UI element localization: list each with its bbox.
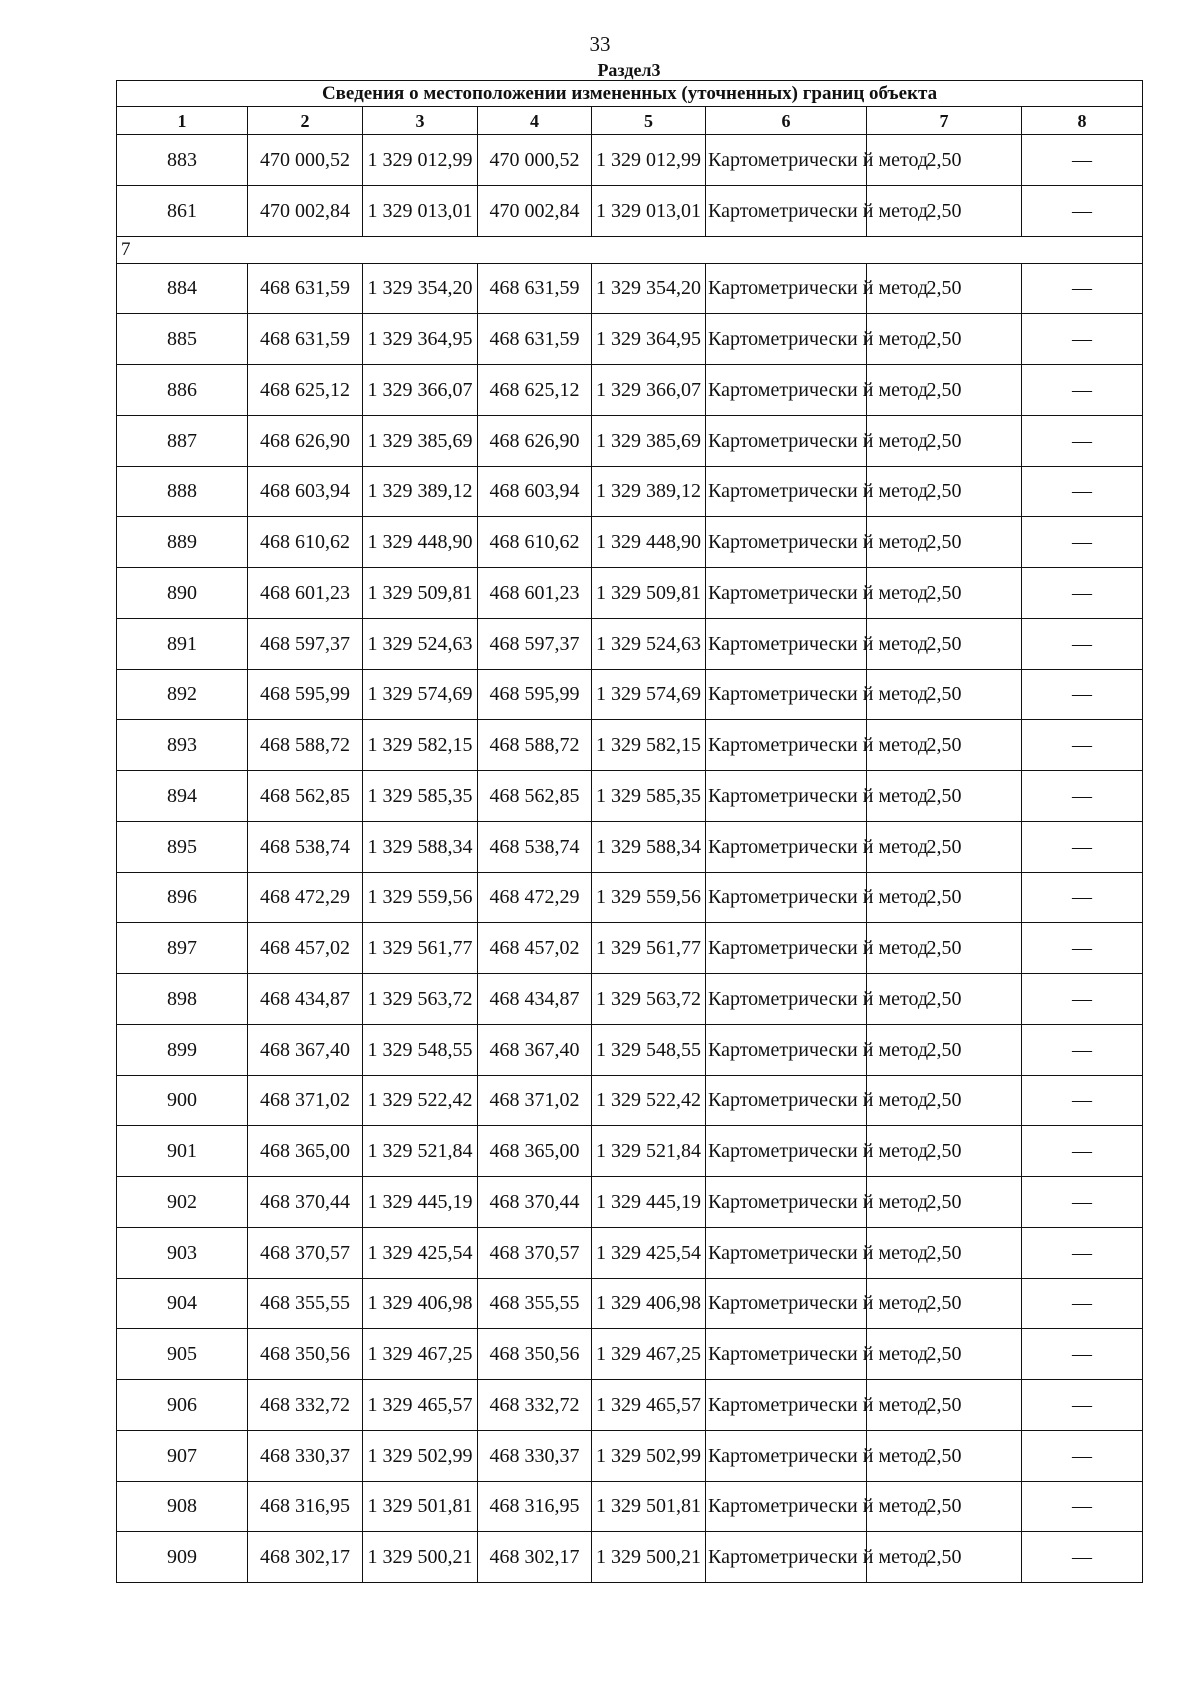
cell-y-existing: 1 329 406,98 [363,1278,478,1329]
table-title: Сведения о местоположении измененных (уточненных) границ объекта [117,81,1143,107]
cell-point-id: 902 [117,1177,248,1228]
cell-x-existing: 470 002,84 [248,185,363,236]
table-row [117,618,1143,669]
column-number-3: 3 [363,107,478,135]
cell-y-refined: 1 329 585,35 [592,771,706,822]
cell-x-refined: 468 367,40 [478,1024,592,1075]
table-row [117,415,1143,466]
cell-point-description: — [1022,1126,1143,1177]
cell-point-id: 893 [117,720,248,771]
cell-point-id: 883 [117,135,248,186]
cell-y-refined: 1 329 385,69 [592,415,706,466]
cell-y-refined: 1 329 582,15 [592,720,706,771]
cell-method: Картометрически й метод [706,872,867,923]
table-row [117,1481,1143,1532]
cell-x-refined: 468 562,85 [478,771,592,822]
cell-y-refined: 1 329 448,90 [592,517,706,568]
cell-point-id: 892 [117,669,248,720]
cell-y-existing: 1 329 548,55 [363,1024,478,1075]
cell-y-refined: 1 329 467,25 [592,1329,706,1380]
cell-point-description: — [1022,1532,1143,1583]
group-label-row [117,236,1143,263]
cell-x-refined: 468 350,56 [478,1329,592,1380]
cell-point-id: 907 [117,1430,248,1481]
table-row [117,771,1143,822]
cell-x-refined: 468 603,94 [478,466,592,517]
cell-method: Картометрически й метод [706,1380,867,1431]
cell-y-refined: 1 329 364,95 [592,314,706,365]
cell-point-description: — [1022,1075,1143,1126]
cell-y-refined: 1 329 524,63 [592,618,706,669]
cell-x-existing: 468 626,90 [248,415,363,466]
cell-accuracy: 2,50 [867,1177,1022,1228]
cell-accuracy: 2,50 [867,1329,1022,1380]
cell-point-description: — [1022,1177,1143,1228]
cell-point-id: 898 [117,974,248,1025]
cell-y-existing: 1 329 465,57 [363,1380,478,1431]
cell-accuracy: 2,50 [867,923,1022,974]
cell-method: Картометрически й метод [706,1430,867,1481]
cell-accuracy: 2,50 [867,1227,1022,1278]
cell-method: Картометрически й метод [706,669,867,720]
cell-x-existing: 468 597,37 [248,618,363,669]
cell-y-existing: 1 329 582,15 [363,720,478,771]
cell-x-refined: 468 302,17 [478,1532,592,1583]
cell-y-refined: 1 329 548,55 [592,1024,706,1075]
cell-x-refined: 468 370,44 [478,1177,592,1228]
cell-accuracy: 2,50 [867,466,1022,517]
cell-x-existing: 468 603,94 [248,466,363,517]
cell-accuracy: 2,50 [867,1278,1022,1329]
cell-accuracy: 2,50 [867,618,1022,669]
cell-point-description: — [1022,568,1143,619]
cell-accuracy: 2,50 [867,314,1022,365]
cell-point-description: — [1022,365,1143,416]
cell-method: Картометрически й метод [706,618,867,669]
cell-method: Картометрически й метод [706,1075,867,1126]
cell-x-refined: 468 355,55 [478,1278,592,1329]
cell-y-existing: 1 329 448,90 [363,517,478,568]
cell-x-refined: 468 538,74 [478,821,592,872]
cell-accuracy: 2,50 [867,669,1022,720]
cell-x-refined: 468 588,72 [478,720,592,771]
cell-point-id: 884 [117,263,248,314]
cell-method: Картометрически й метод [706,974,867,1025]
cell-point-description: — [1022,821,1143,872]
cell-point-id: 890 [117,568,248,619]
cell-x-existing: 468 610,62 [248,517,363,568]
cell-y-refined: 1 329 445,19 [592,1177,706,1228]
column-number-row [117,107,1143,135]
cell-y-existing: 1 329 559,56 [363,872,478,923]
cell-method: Картометрически й метод [706,1278,867,1329]
cell-accuracy: 2,50 [867,1075,1022,1126]
cell-point-id: 905 [117,1329,248,1380]
cell-y-existing: 1 329 445,19 [363,1177,478,1228]
cell-method: Картометрически й метод [706,568,867,619]
column-number-8: 8 [1022,107,1143,135]
table-row [117,568,1143,619]
table-row [117,365,1143,416]
cell-y-existing: 1 329 585,35 [363,771,478,822]
cell-method: Картометрически й метод [706,517,867,568]
cell-x-refined: 468 626,90 [478,415,592,466]
table-row [117,185,1143,236]
cell-method: Картометрически й метод [706,720,867,771]
column-number-2: 2 [248,107,363,135]
cell-y-refined: 1 329 465,57 [592,1380,706,1431]
cell-method: Картометрически й метод [706,1329,867,1380]
cell-x-refined: 468 370,57 [478,1227,592,1278]
cell-y-refined: 1 329 500,21 [592,1532,706,1583]
cell-accuracy: 2,50 [867,568,1022,619]
cell-point-id: 904 [117,1278,248,1329]
cell-point-description: — [1022,1430,1143,1481]
cell-point-id: 895 [117,821,248,872]
cell-point-id: 908 [117,1481,248,1532]
cell-accuracy: 2,50 [867,135,1022,186]
cell-accuracy: 2,50 [867,821,1022,872]
cell-y-refined: 1 329 501,81 [592,1481,706,1532]
cell-accuracy: 2,50 [867,720,1022,771]
cell-method: Картометрически й метод [706,314,867,365]
cell-x-refined: 468 457,02 [478,923,592,974]
cell-x-existing: 468 457,02 [248,923,363,974]
cell-x-existing: 468 601,23 [248,568,363,619]
cell-x-existing: 468 538,74 [248,821,363,872]
cell-x-existing: 470 000,52 [248,135,363,186]
table-row [117,314,1143,365]
table-row [117,669,1143,720]
table-row [117,517,1143,568]
cell-method: Картометрически й метод [706,1227,867,1278]
cell-x-existing: 468 472,29 [248,872,363,923]
cell-y-refined: 1 329 389,12 [592,466,706,517]
cell-point-id: 896 [117,872,248,923]
cell-point-description: — [1022,618,1143,669]
cell-x-refined: 470 002,84 [478,185,592,236]
cell-x-existing: 468 350,56 [248,1329,363,1380]
cell-point-id: 861 [117,185,248,236]
cell-x-existing: 468 371,02 [248,1075,363,1126]
cell-x-refined: 470 000,52 [478,135,592,186]
table-row [117,1532,1143,1583]
boundary-coordinates-table [116,80,1143,1583]
cell-y-refined: 1 329 588,34 [592,821,706,872]
cell-accuracy: 2,50 [867,872,1022,923]
table-row [117,1329,1143,1380]
cell-y-existing: 1 329 425,54 [363,1227,478,1278]
column-number-6: 6 [706,107,867,135]
cell-x-existing: 468 434,87 [248,974,363,1025]
cell-x-refined: 468 601,23 [478,568,592,619]
table-title-row [117,81,1143,107]
column-number-5: 5 [592,107,706,135]
cell-y-existing: 1 329 501,81 [363,1481,478,1532]
cell-point-description: — [1022,720,1143,771]
cell-method: Картометрически й метод [706,415,867,466]
cell-y-existing: 1 329 364,95 [363,314,478,365]
cell-point-description: — [1022,1278,1143,1329]
cell-accuracy: 2,50 [867,1380,1022,1431]
cell-x-refined: 468 332,72 [478,1380,592,1431]
cell-y-existing: 1 329 561,77 [363,923,478,974]
cell-point-description: — [1022,974,1143,1025]
cell-point-description: — [1022,517,1143,568]
cell-y-existing: 1 329 524,63 [363,618,478,669]
cell-y-refined: 1 329 366,07 [592,365,706,416]
cell-y-refined: 1 329 012,99 [592,135,706,186]
cell-y-existing: 1 329 500,21 [363,1532,478,1583]
cell-method: Картометрически й метод [706,135,867,186]
cell-point-description: — [1022,263,1143,314]
cell-point-id: 894 [117,771,248,822]
cell-accuracy: 2,50 [867,365,1022,416]
cell-point-description: — [1022,185,1143,236]
table-row [117,1430,1143,1481]
table-header [117,81,1143,135]
cell-point-description: — [1022,669,1143,720]
cell-x-existing: 468 365,00 [248,1126,363,1177]
cell-point-description: — [1022,415,1143,466]
cell-x-refined: 468 595,99 [478,669,592,720]
cell-accuracy: 2,50 [867,974,1022,1025]
table-row [117,872,1143,923]
cell-x-refined: 468 610,62 [478,517,592,568]
table-row [117,974,1143,1025]
cell-accuracy: 2,50 [867,771,1022,822]
cell-y-existing: 1 329 366,07 [363,365,478,416]
group-label: 7 [117,236,1143,263]
cell-point-id: 886 [117,365,248,416]
cell-point-id: 888 [117,466,248,517]
cell-y-existing: 1 329 574,69 [363,669,478,720]
cell-y-existing: 1 329 563,72 [363,974,478,1025]
table-row [117,466,1143,517]
cell-accuracy: 2,50 [867,185,1022,236]
cell-x-refined: 468 371,02 [478,1075,592,1126]
cell-y-existing: 1 329 522,42 [363,1075,478,1126]
cell-point-description: — [1022,1481,1143,1532]
table-row [117,1380,1143,1431]
cell-accuracy: 2,50 [867,1532,1022,1583]
cell-x-refined: 468 365,00 [478,1126,592,1177]
cell-method: Картометрически й метод [706,821,867,872]
cell-y-refined: 1 329 522,42 [592,1075,706,1126]
cell-point-description: — [1022,466,1143,517]
cell-point-description: — [1022,1227,1143,1278]
cell-y-refined: 1 329 559,56 [592,872,706,923]
cell-point-description: — [1022,923,1143,974]
cell-point-id: 891 [117,618,248,669]
cell-y-existing: 1 329 013,01 [363,185,478,236]
cell-x-existing: 468 302,17 [248,1532,363,1583]
cell-accuracy: 2,50 [867,1430,1022,1481]
cell-method: Картометрически й метод [706,1532,867,1583]
cell-y-existing: 1 329 509,81 [363,568,478,619]
section-title: Раздел3 [597,60,661,80]
table-row [117,1075,1143,1126]
cell-point-description: — [1022,314,1143,365]
cell-x-existing: 468 562,85 [248,771,363,822]
cell-x-refined: 468 316,95 [478,1481,592,1532]
cell-y-existing: 1 329 588,34 [363,821,478,872]
cell-accuracy: 2,50 [867,263,1022,314]
cell-y-refined: 1 329 509,81 [592,568,706,619]
cell-x-existing: 468 332,72 [248,1380,363,1431]
cell-x-existing: 468 370,57 [248,1227,363,1278]
cell-x-existing: 468 355,55 [248,1278,363,1329]
cell-method: Картометрически й метод [706,1126,867,1177]
table-row [117,1177,1143,1228]
cell-point-id: 909 [117,1532,248,1583]
table-row [117,1278,1143,1329]
cell-x-existing: 468 595,99 [248,669,363,720]
cell-point-id: 897 [117,923,248,974]
cell-x-existing: 468 631,59 [248,263,363,314]
cell-method: Картометрически й метод [706,185,867,236]
cell-method: Картометрически й метод [706,263,867,314]
cell-method: Картометрически й метод [706,466,867,517]
cell-point-id: 906 [117,1380,248,1431]
table-row [117,720,1143,771]
cell-y-refined: 1 329 354,20 [592,263,706,314]
cell-y-refined: 1 329 561,77 [592,923,706,974]
cell-y-refined: 1 329 521,84 [592,1126,706,1177]
cell-y-refined: 1 329 406,98 [592,1278,706,1329]
cell-point-id: 901 [117,1126,248,1177]
cell-x-refined: 468 625,12 [478,365,592,416]
table-row [117,135,1143,186]
cell-x-refined: 468 330,37 [478,1430,592,1481]
cell-x-refined: 468 631,59 [478,314,592,365]
cell-point-description: — [1022,135,1143,186]
cell-y-existing: 1 329 389,12 [363,466,478,517]
cell-accuracy: 2,50 [867,415,1022,466]
cell-x-existing: 468 330,37 [248,1430,363,1481]
cell-point-description: — [1022,872,1143,923]
cell-y-existing: 1 329 467,25 [363,1329,478,1380]
cell-accuracy: 2,50 [867,1126,1022,1177]
cell-x-existing: 468 625,12 [248,365,363,416]
cell-x-existing: 468 370,44 [248,1177,363,1228]
cell-x-refined: 468 472,29 [478,872,592,923]
cell-y-refined: 1 329 563,72 [592,974,706,1025]
cell-method: Картометрически й метод [706,771,867,822]
cell-x-refined: 468 597,37 [478,618,592,669]
cell-point-id: 903 [117,1227,248,1278]
table-row [117,821,1143,872]
cell-method: Картометрически й метод [706,1481,867,1532]
cell-y-refined: 1 329 425,54 [592,1227,706,1278]
cell-method: Картометрически й метод [706,1024,867,1075]
cell-point-description: — [1022,1329,1143,1380]
cell-accuracy: 2,50 [867,1481,1022,1532]
cell-x-refined: 468 434,87 [478,974,592,1025]
cell-point-description: — [1022,771,1143,822]
column-number-1: 1 [117,107,248,135]
table-row [117,1126,1143,1177]
cell-y-refined: 1 329 574,69 [592,669,706,720]
cell-point-id: 887 [117,415,248,466]
table-row [117,263,1143,314]
table-row [117,1227,1143,1278]
cell-method: Картометрически й метод [706,1177,867,1228]
cell-point-description: — [1022,1024,1143,1075]
cell-point-id: 900 [117,1075,248,1126]
cell-y-refined: 1 329 013,01 [592,185,706,236]
cell-method: Картометрически й метод [706,923,867,974]
table-row [117,1024,1143,1075]
cell-accuracy: 2,50 [867,1024,1022,1075]
cell-y-existing: 1 329 385,69 [363,415,478,466]
cell-y-refined: 1 329 502,99 [592,1430,706,1481]
table-body [117,135,1143,1583]
column-number-4: 4 [478,107,592,135]
cell-accuracy: 2,50 [867,517,1022,568]
column-number-7: 7 [867,107,1022,135]
cell-y-existing: 1 329 521,84 [363,1126,478,1177]
cell-x-refined: 468 631,59 [478,263,592,314]
table-row [117,923,1143,974]
cell-method: Картометрически й метод [706,365,867,416]
cell-x-existing: 468 631,59 [248,314,363,365]
cell-point-id: 899 [117,1024,248,1075]
cell-x-existing: 468 588,72 [248,720,363,771]
cell-y-existing: 1 329 354,20 [363,263,478,314]
cell-point-id: 889 [117,517,248,568]
cell-x-existing: 468 367,40 [248,1024,363,1075]
page-number: 33 [589,32,611,56]
cell-point-id: 885 [117,314,248,365]
cell-point-description: — [1022,1380,1143,1431]
cell-y-existing: 1 329 012,99 [363,135,478,186]
cell-x-existing: 468 316,95 [248,1481,363,1532]
cell-y-existing: 1 329 502,99 [363,1430,478,1481]
